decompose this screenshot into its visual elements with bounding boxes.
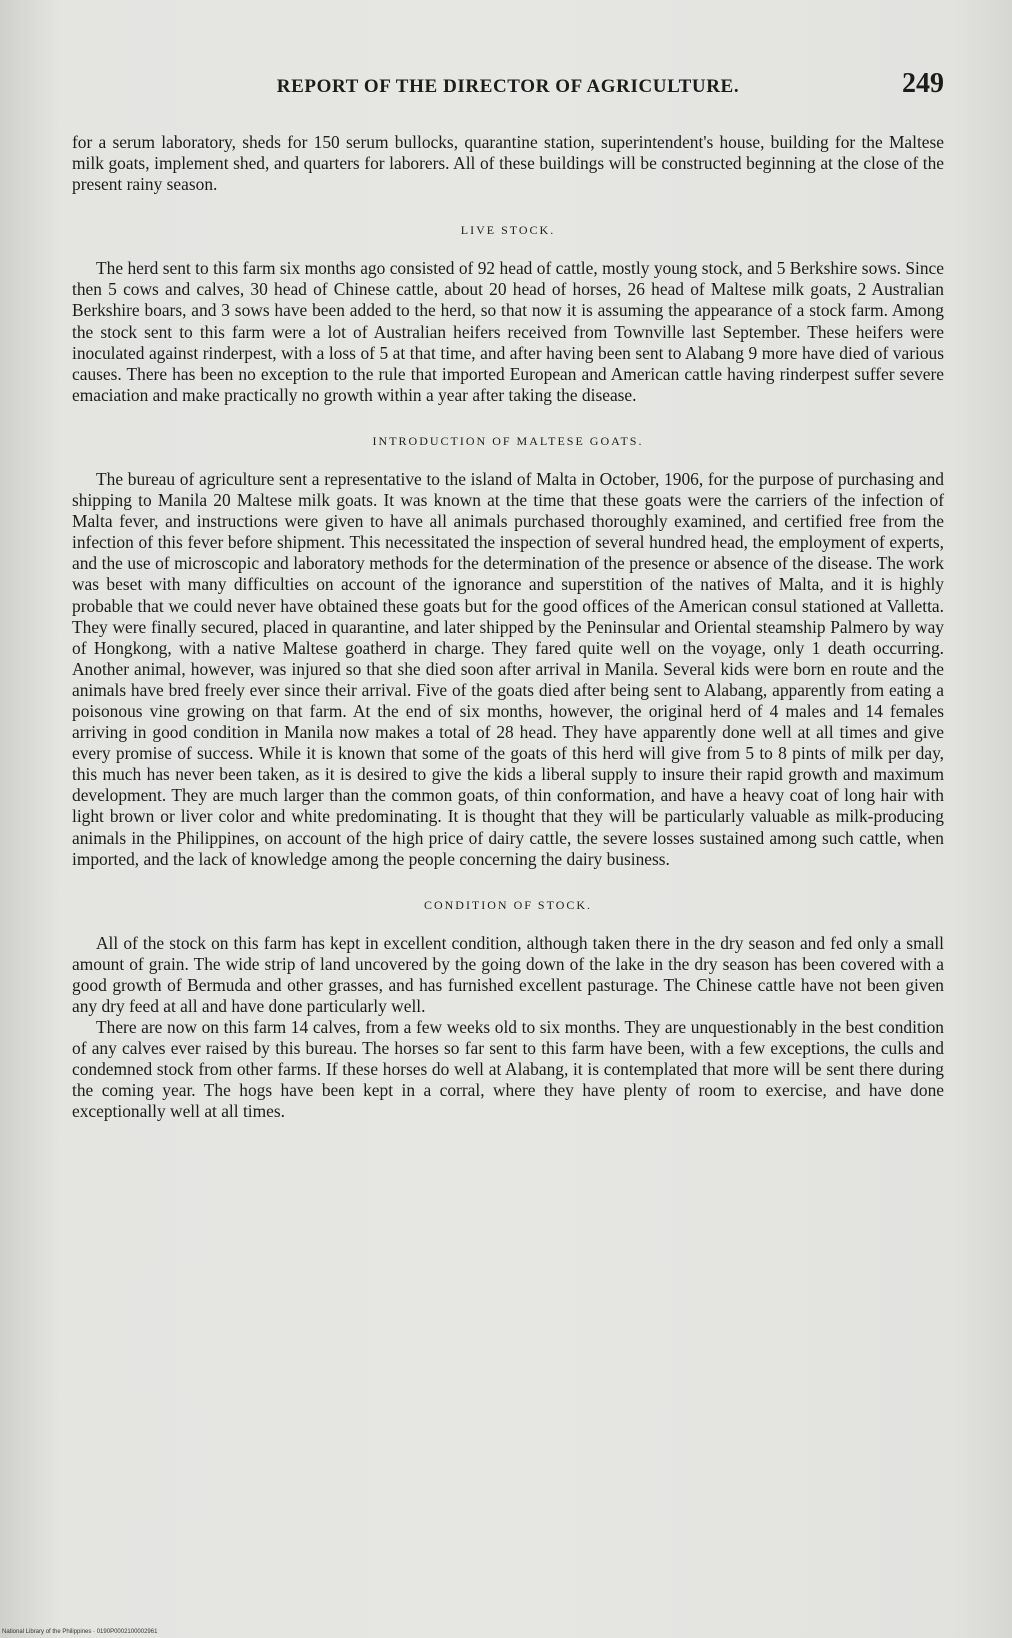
paragraph-live-stock: The herd sent to this farm six months ago consisted of 92 head of cattle, mostly young stock, and 5 Berkshire sows. Since then 5 cows and calves, 30 head of Chinese cattle, about 20 head of horses, 26 head of Maltese milk goats, 2 Australian Berkshire boars, and 3 sows have been added to the herd, so that now it is assuming the appearance of a stock farm. Among the stock sent to this farm were a lot of Australian heifers received from Townville last September. These heifers were inoculated against rinderpest, with a loss of 5 at that time, and after having been sent to Alabang 9 more have died of various causes. There has been no exception to the rule that imported European and American cattle having rinderpest suffer severe emaciation and make practically no growth within a year after taking the disease. xyxy=(72,258,944,405)
paragraph-condition-of-stock-1: All of the stock on this farm has kept in excellent condition, although taken there in the dry season and fed only a small amount of grain. The wide strip of land uncovered by the going down of the lake in the dry season has been covered with a good growth of Bermuda and other grasses, and has furnished excellent pasturage. The Chinese cattle have not been given any dry feed at all and have done particularly well. xyxy=(72,932,944,1016)
page-header xyxy=(72,68,944,112)
running-head: REPORT OF THE DIRECTOR OF AGRICULTURE. xyxy=(276,76,740,97)
page-number: 249 xyxy=(902,68,944,99)
section-heading-live-stock: LIVE STOCK. xyxy=(460,223,556,238)
paragraph-maltese-goats: The bureau of agriculture sent a representative to the island of Malta in October, 1906, for the purpose of purchasing and shipping to Manila 20 Maltese milk goats. It was known at the time that these goats were the carriers of the infection of Malta fever, and instructions were given to have all animals purchased thoroughly examined, and certified free from the infection of this fever before shipment. This necessitated the inspection of several hundred head, the employment of experts, and the use of microscopic and laboratory methods for the determination of the presence or absence of the disease. The work was beset with many difficulties on account of the ignorance and superstition of the natives of Malta, and it is highly probable that we could never have obtained these goats but for the good offices of the American consul stationed at Valletta. They were finally secured, placed in quarantine, and later shipped by the Peninsular and Oriental steamship Palmero by way of Hongkong, with a native Maltese goatherd in charge. They fared quite well on the voyage, only 1 death occurring. Another animal, however, was injured so that she died soon after arrival in Manila. Several kids were born en route and the animals have bred freely ever since their arrival. Five of the goats died after being sent to Alabang, apparently from eating a poisonous vine growing on that farm. At the end of six months, however, the original herd of 4 males and 14 females arriving in good condition in Manila now makes a total of 28 head. They have apparently done well at all times and give every promise of success. While it is known that some of the goats of this herd will give from 5 to 8 pints of milk per day, this much has never been taken, as it is desired to give the kids a liberal supply to insure their rapid growth and maximum development. They are much larger than the common goats, of thin conformation, and have a heavy coat of long hair with light brown or liver color and white predominating. It is thought that they will be particularly valuable as milk-producing animals in the Philippines, on account of the high price of dairy cattle, the severe losses sustained among such cattle, when imported, and the lack of knowledge among the people concerning the dairy business. xyxy=(72,468,944,869)
body-text xyxy=(72,132,944,1123)
scan-footer: National Library of the Philippines · 0190P0002100002961 xyxy=(2,1629,158,1635)
paragraph-condition-of-stock-2: There are now on this farm 14 calves, from a few weeks old to six months. They are unquestionably in the best condition of any calves ever raised by this bureau. The horses so far sent to this farm have been, with a few exceptions, the culls and condemned stock from other farms. If these horses do well at Alabang, it is contemplated that more will be sent there during the coming year. The hogs have been kept in a corral, where they have plenty of room to exercise, and have done exceptionally well at all times. xyxy=(72,1017,944,1122)
section-heading-maltese-goats: INTRODUCTION OF MALTESE GOATS. xyxy=(372,433,644,448)
section-heading-condition-of-stock: CONDITION OF STOCK. xyxy=(423,897,593,912)
intro-paragraph: for a serum laboratory, sheds for 150 serum bullocks, quarantine station, superintendent's house, building for the Maltese milk goats, implement shed, and quarters for laborers. All of these buildings will be constructed beginning at the close of the present rainy season. xyxy=(72,132,944,195)
